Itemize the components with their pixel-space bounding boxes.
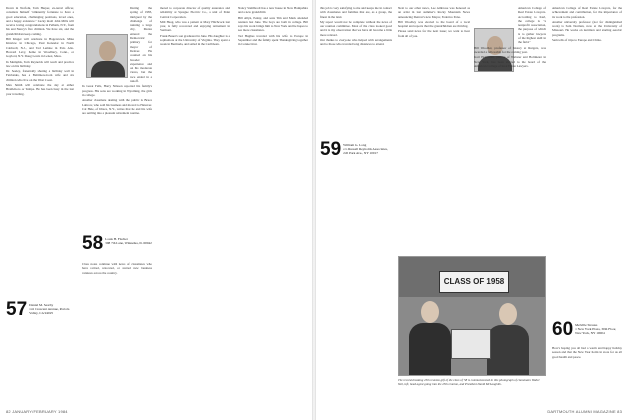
- paragraph: Next to our other news, Lee Ambrose was honored as an artist in last summer's Rocky Mountain News announcing Denver's new Mayor, Federico Pena.: [398, 6, 470, 19]
- left-column-2: [82, 6, 152, 116]
- class-60-notes: [552, 346, 622, 360]
- paragraph: Max Smith will celebrate the day at either Brattleboro or Tempe. He has been busy in the last year traveling.: [6, 83, 74, 96]
- paragraph: Bill Allyn, Penny, and sons Tim and Mark attended reunion last June. The boys are both in college. Bill says his work brings him to New York and he hopes to see more classmates.: [238, 15, 308, 33]
- secretary-address: 1 New York Plaza, 30th Floor, New York, NY 10004: [575, 327, 617, 336]
- class-heading-58: [82, 235, 152, 252]
- class-heading-59: [320, 141, 392, 158]
- class-secretary: [29, 301, 74, 316]
- class-secretary: [343, 141, 392, 156]
- right-column-1: [320, 6, 392, 48]
- paragraph: Milt Haag, who was a patient at Mary Hitchcock last year, is fully recovered and enjoying retirement in Vermont.: [160, 19, 230, 33]
- group-photo: [398, 256, 546, 376]
- class-number: 59: [320, 139, 342, 160]
- left-column-3: [160, 6, 230, 48]
- class-banner: CLASS OF 1958: [439, 271, 509, 293]
- secretary-name: Daniel M. Searby: [29, 303, 54, 307]
- person-right: [487, 325, 529, 376]
- paragraph: In Memphis, Tom Reynolds will teach and practice law on his birthday.: [6, 59, 74, 68]
- class-heading-57: [6, 301, 74, 318]
- paragraph: Bill Woodley was elected to the board of a local hospital and reports that the grandchildren are thriving.: [398, 19, 470, 29]
- paragraph: During the spring of 1983, intrigued by the challenge of running a large city, Monte entered the Democratic primary for mayor of Denver. He counted on his broader experience and on his moderate views, but the race ended in a runoff.: [130, 6, 152, 84]
- paragraph: Sam tells of trips to Europe and China.: [552, 38, 602, 43]
- left-column-1: [6, 6, 74, 97]
- paragraph: Please send news for the next issue; we want to hear from all of you.: [398, 29, 470, 38]
- right-column-2: [398, 6, 470, 39]
- class-secretary: [105, 235, 152, 245]
- paragraph: Dr. Seeley, fraternally sharing a birthday well in Fairbanks, has a Baltimore-born wife and six children who live on the West Coast.: [6, 69, 74, 82]
- paragraph: Karl Holtmeier, partner of Webster and Holtmeier in New York, has been elected to the board of the American College of Real Estate Lawyers.: [474, 55, 546, 68]
- person-left: [409, 323, 451, 376]
- right-page: [314, 0, 628, 420]
- left-column-4: [238, 6, 308, 48]
- paragraph: Class notes continue with news of classmates who have retired, relocated, or started new business ventures across the country.: [82, 262, 152, 275]
- page-footer: 82 JANUARY/FEBRUARY 1984: [6, 409, 68, 414]
- paragraph: Ted Hughes traveled with his wife to Europe in September and the family spent Thanksgiving together in Connecticut.: [238, 33, 308, 47]
- secretary-name: Louis H. Fischer: [105, 237, 128, 241]
- paragraph: Another classmate dealing with the public is Bruce Luttrow, who sold his business and moved to Hanover. Cal Hale, of Ithaca, N.Y., writes that he and his wife are settling into a pleasant retirement routine.: [82, 98, 152, 116]
- person-left-face: [421, 301, 439, 323]
- paragraph: Nancy Stahlbrodt has a new house in New Hampshire and a new grandchild.: [238, 6, 308, 15]
- secretary-name: Melville Strauss: [575, 323, 598, 327]
- page-footer: DARTMOUTH ALUMNI MAGAZINE 83: [547, 409, 622, 414]
- class-number: 57: [6, 299, 28, 320]
- paragraph: Our thanks to everyone who helped with arrangements and to those who traveled long distances to attend.: [320, 38, 392, 47]
- paragraph: Bill Kluger will celebrate in Hagerstown. Mike Kinslow in Chicago, Paul Kenzelar in North Caldwell, N.J., and Ted Lemlee in Palo Alto. Howard Levy, home in Woodbury, Conn., or Gaylord, N.Y. Doug Lewis in Lenox, Mass.: [6, 37, 74, 59]
- paragraph: My report would not be complete without the news of our reunion committee. Most of the class looked good and it is my observation that we have all become a little more relaxed.: [320, 19, 392, 37]
- check-display: [451, 329, 491, 359]
- paragraph: Another university professor (not for distinguished work) is Sam Norman, now at the University of Missouri. He works on nutrition and starting aerobic programs.: [552, 19, 622, 37]
- secretary-address: 141 Crescent Avenue, Portola Valley, CA 94025: [29, 307, 70, 316]
- class-heading-60: [552, 321, 622, 338]
- class-secretary: [575, 321, 622, 336]
- class-number: 58: [82, 233, 104, 254]
- paragraph: moted to corporate director of quality assurance and reliability at Sprague Electric Co., a unit of Penn Central Corporation.: [160, 6, 230, 19]
- paragraph: this job is very satisfying to me and keeps me in contact with classmates and families that are, as a group, the finest in the land.: [320, 6, 392, 19]
- right-column-3: [474, 6, 546, 69]
- photo-caption: The record-breaking 25th reunion gift of the class of '58 is commemorated in this photograph of classmates Walter Vail, left, head agent going into the 25th reunion, and President David McLaughlin.: [398, 378, 540, 386]
- paragraph: Bill Woodler, professor of history at Rutgers, was awarded a fellowship for the coming year.: [474, 45, 546, 54]
- person-right-face: [499, 303, 517, 325]
- secretary-address: c/o Russell Reynolds Associates, 245 Park Ave., NY 10017: [343, 147, 388, 156]
- class-number: 60: [552, 319, 574, 340]
- paragraph: Frank Bauer's son graduated in June. His daughter is a sophomore at the University of Virginia. They spent a week in Bermuda, and sailed in the Caribbean.: [160, 33, 230, 47]
- paragraph: How's hoping you all had a warm and happy holiday season and that the New Year holds in store for us all good health and peace.: [552, 346, 622, 359]
- paragraph: In Great Falls, Harry Nilsson reported his family's progress. His sons are working in Wyoming, the girls in college.: [82, 84, 152, 97]
- paragraph: Down in Norfolk, Tom Harper, ex-naval officer, considers himself "eminently fortunate to have a good education, challenging positions, loved ones, and a happy existence." Lucky man! John Mills will receive loving congratulations in Pelham, N.Y., from his and Nancy's five children. We have six, and the grandchildren keep coming.: [6, 6, 74, 36]
- paragraph: American College of Real Estate Lawyers. According to Karl, the college is "a nonprofit association, the purpose of which is to gather lawyers of the highest skill in the field.": [518, 6, 546, 45]
- class-58-notes: [82, 262, 152, 276]
- right-column-4: [552, 6, 622, 43]
- paragraph: American College of Real Estate Lawyers, for the achievement and contribution, for the importance of its work to the profession.: [552, 6, 622, 19]
- secretary-name: William G. Long: [343, 143, 367, 147]
- secretary-address: 398 7th Lane, Winnetka, IL 60042: [105, 241, 152, 246]
